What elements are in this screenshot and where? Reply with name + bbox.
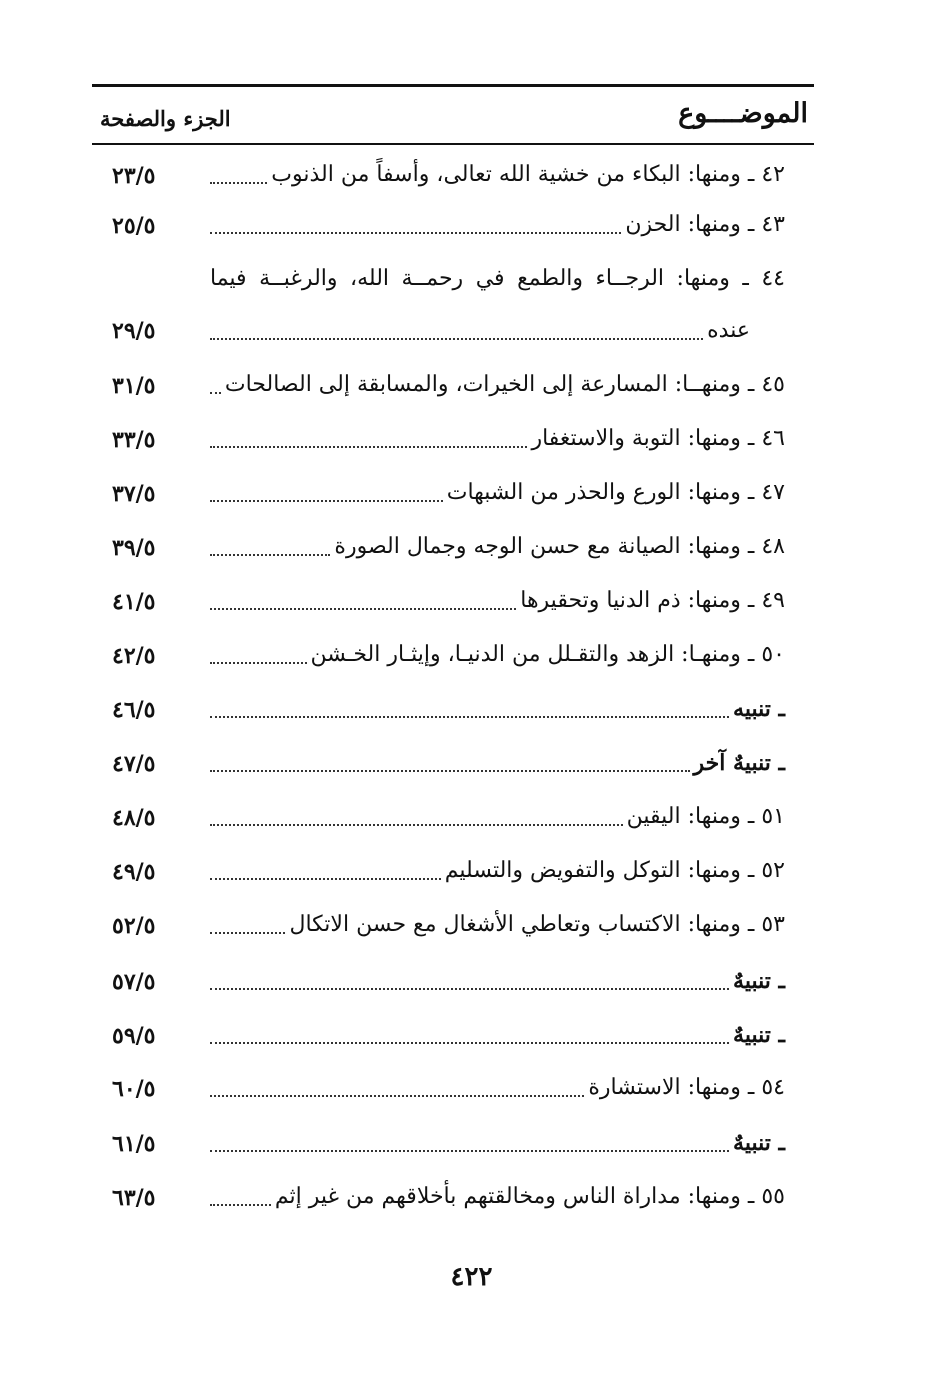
dot-leader xyxy=(210,988,729,990)
dot-leader xyxy=(210,446,527,448)
entry-title: ٤٢ ـ ومنها: البكاء من خشية الله تعالى، وأسفاً من الذنوب xyxy=(271,162,785,187)
dot-leader xyxy=(210,232,621,234)
entry-title: ـ تنبيهٌ xyxy=(733,968,785,994)
dot-leader xyxy=(210,932,285,934)
entry-title: ٥٠ ـ ومنهـا: الزهد والتقـلل من الدنيـا، وإيثـار الخـشن xyxy=(310,642,785,667)
toc-entry xyxy=(0,532,943,586)
entry-title: ـ تنبيهٌ آخر xyxy=(693,750,785,776)
toc-entry xyxy=(0,370,943,424)
toc-entry xyxy=(0,1128,943,1182)
toc-entry xyxy=(0,1073,943,1127)
dot-leader xyxy=(210,608,516,610)
entry-page-ref: ٤١/٥ xyxy=(112,589,156,615)
page-number: ٤٢٢ xyxy=(450,1262,493,1292)
entry-title: ٤٤ ـ ومنها: الرجــاء والطمع في رحمــة الله، والرغبــة فيما xyxy=(210,266,785,291)
dot-leader xyxy=(210,338,703,340)
toc-entry xyxy=(0,264,943,374)
dot-leader xyxy=(210,1150,729,1152)
entry-page-ref: ٢٥/٥ xyxy=(112,213,156,239)
entry-page-ref: ٢٣/٥ xyxy=(112,163,156,189)
dot-leader xyxy=(210,770,690,772)
dot-leader xyxy=(210,1042,729,1044)
entry-title: ٤٩ ـ ومنها: ذم الدنيا وتحقيرها xyxy=(520,588,785,613)
entry-page-ref: ٥٧/٥ xyxy=(112,969,156,995)
entry-page-ref: ٦١/٥ xyxy=(112,1131,156,1157)
toc-entry xyxy=(0,640,943,694)
entry-title: ـ تنبيهٌ xyxy=(733,1022,785,1048)
entry-title: ٥٢ ـ ومنها: التوكل والتفويض والتسليم xyxy=(444,858,785,883)
header-top-rule xyxy=(92,84,814,87)
entry-page-ref: ٥٢/٥ xyxy=(112,913,156,939)
dot-leader xyxy=(210,392,221,394)
entry-title: ٤٣ ـ ومنها: الحزن xyxy=(625,212,785,237)
dot-leader xyxy=(210,824,623,826)
header-bottom-rule xyxy=(92,143,814,145)
toc-entry xyxy=(0,424,943,478)
entry-title: ٥٣ ـ ومنها: الاكتساب وتعاطي الأشغال مع حسن الاتكال xyxy=(289,912,785,937)
dot-leader xyxy=(210,1204,271,1206)
dot-leader xyxy=(210,182,267,184)
entry-page-ref: ٣١/٥ xyxy=(112,373,156,399)
entry-page-ref: ٢٩/٥ xyxy=(112,318,156,344)
entry-title: ٥٤ ـ ومنها: الاستشارة xyxy=(588,1075,785,1100)
entry-title: ـ تنبيه xyxy=(733,696,785,722)
entry-title: ٤٧ ـ ومنها: الورع والحذر من الشبهات xyxy=(446,480,785,505)
dot-leader xyxy=(210,878,441,880)
toc-entry xyxy=(0,1020,943,1074)
entry-page-ref: ٥٩/٥ xyxy=(112,1023,156,1049)
toc-entry xyxy=(0,478,943,532)
toc-entry xyxy=(0,160,943,214)
toc-entry xyxy=(0,586,943,640)
toc-entry xyxy=(0,910,943,964)
dot-leader xyxy=(210,554,330,556)
entry-page-ref: ٣٩/٥ xyxy=(112,535,156,561)
entry-title-continuation: عنده xyxy=(707,318,750,343)
entry-title: ٤٦ ـ ومنها: التوبة والاستغفار xyxy=(531,426,785,451)
entry-title: ـ تنبيهٌ xyxy=(733,1130,785,1156)
entry-page-ref: ٤٦/٥ xyxy=(112,697,156,723)
toc-entry xyxy=(0,1182,943,1236)
dot-leader xyxy=(210,662,307,664)
toc-entry xyxy=(0,802,943,856)
entry-title: ٥٥ ـ ومنها: مداراة الناس ومخالقتهم بأخلاقهم من غير إثم xyxy=(274,1184,785,1209)
entry-title: ٤٥ ـ ومنهــا: المسارعة إلى الخيرات، والمسابقة إلى الصالحات xyxy=(224,372,785,397)
entry-page-ref: ٣٧/٥ xyxy=(112,481,156,507)
toc-entry xyxy=(0,694,943,748)
toc-entry xyxy=(0,856,943,910)
entry-page-ref: ٤٩/٥ xyxy=(112,859,156,885)
toc-entry xyxy=(0,210,943,264)
toc-entry xyxy=(0,966,943,1020)
entry-page-ref: ٦٣/٥ xyxy=(112,1185,156,1211)
entry-page-ref: ٤٨/٥ xyxy=(112,805,156,831)
dot-leader xyxy=(210,500,443,502)
entry-page-ref: ٣٣/٥ xyxy=(112,427,156,453)
entry-page-ref: ٦٠/٥ xyxy=(112,1076,156,1102)
toc-entry xyxy=(0,748,943,802)
dot-leader xyxy=(210,716,729,718)
dot-leader xyxy=(210,1095,584,1097)
entry-title: ٥١ ـ ومنها: اليقين xyxy=(626,804,785,829)
entry-page-ref: ٤٢/٥ xyxy=(112,643,156,669)
entry-page-ref: ٤٧/٥ xyxy=(112,751,156,777)
topic-column-heading: الموضــــوع xyxy=(678,98,808,129)
entry-title: ٤٨ ـ ومنها: الصيانة مع حسن الوجه وجمال الصورة xyxy=(334,534,785,559)
page-column-heading: الجزء والصفحة xyxy=(100,106,231,131)
